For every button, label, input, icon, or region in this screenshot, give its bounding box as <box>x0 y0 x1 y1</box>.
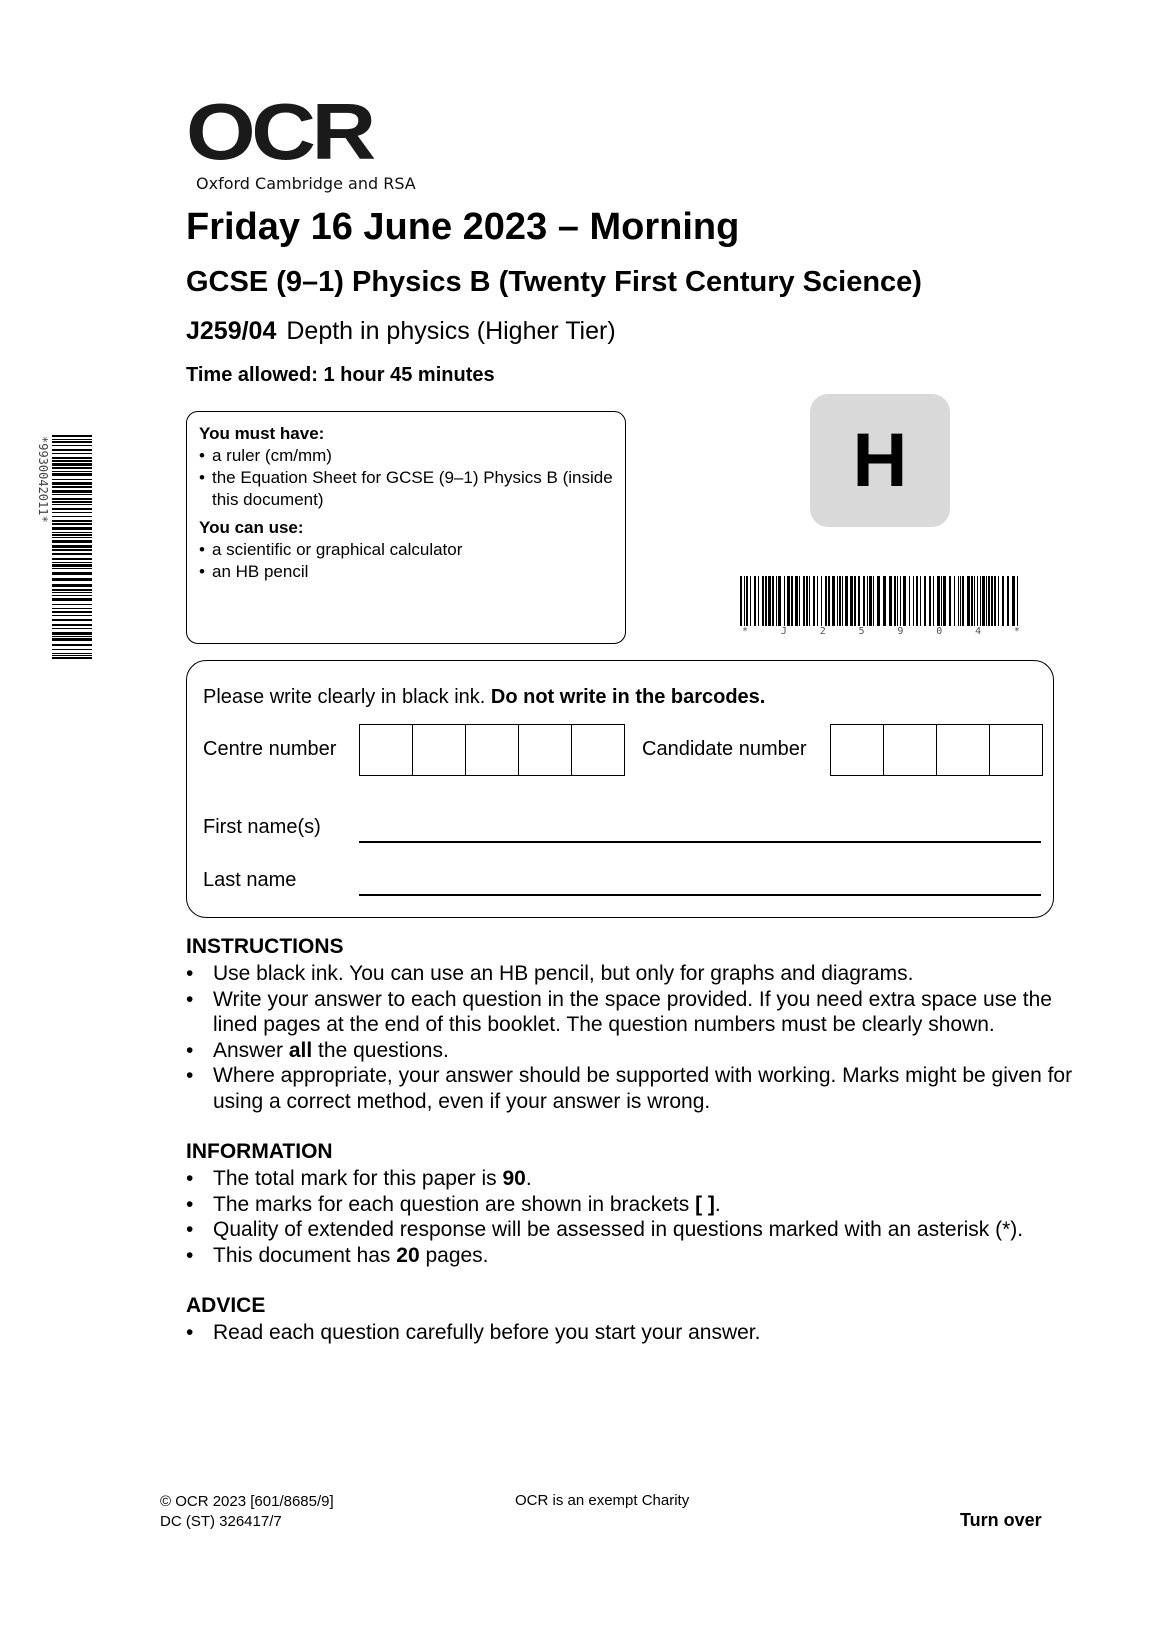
centre-number-label: Centre number <box>203 738 337 760</box>
barcode-bar <box>1002 576 1004 626</box>
barcode-bar <box>832 576 835 626</box>
barcode-bar <box>845 576 848 626</box>
barcode-bar <box>920 576 921 626</box>
barcode-bar <box>913 576 914 626</box>
candidate-details-box <box>186 660 1054 918</box>
barcode-bar <box>52 490 92 493</box>
barcode-bar <box>52 604 92 605</box>
centre-number-cell[interactable] <box>519 725 572 775</box>
barcode-bar <box>52 534 92 536</box>
barcode-bar <box>867 576 868 626</box>
list-item: • The total mark for this paper is 90. <box>186 1167 532 1190</box>
barcode-digit: 5 <box>858 626 865 637</box>
barcode-bar <box>863 576 865 626</box>
barcode-bar <box>903 576 906 626</box>
barcode-bar <box>988 576 990 626</box>
first-name-label: First name(s) <box>203 816 321 838</box>
barcode-bar <box>52 445 92 446</box>
barcode-bar <box>828 576 830 626</box>
barcode-bar <box>877 576 880 626</box>
paper-code: J259/04 <box>186 317 277 345</box>
can-use-item: • a scientific or graphical calculator <box>199 539 613 561</box>
barcode-bar <box>52 523 92 525</box>
list-item: • Write your answer to each question in the space provided. If you need extra space use the lined pages at the end of this booklet. The question numbers must be clearly shown. <box>186 987 1052 1036</box>
barcode-bar <box>52 615 92 616</box>
ocr-logo <box>186 87 426 193</box>
barcode-bar <box>52 619 92 621</box>
barcode-bar <box>52 624 92 626</box>
barcode-bar <box>958 576 959 626</box>
barcode-bar <box>778 576 781 626</box>
exam-date-title: Friday 16 June 2023 – Morning <box>186 206 740 248</box>
barcode-bar <box>52 460 92 462</box>
barcode-bar <box>52 558 92 560</box>
centre-number-cell[interactable] <box>360 725 413 775</box>
requirements-box <box>186 411 626 644</box>
barcode-bar <box>52 572 92 575</box>
candidate-number-field[interactable] <box>830 724 1043 776</box>
barcode-bar <box>52 453 92 454</box>
barcode-digit: J <box>780 626 787 637</box>
centre-number-cell[interactable] <box>413 725 466 775</box>
barcode-bar <box>754 576 756 626</box>
barcode-bar <box>52 537 92 538</box>
barcode-bar <box>883 576 886 626</box>
barcode-bar <box>52 653 92 654</box>
time-allowed: Time allowed: 1 hour 45 minutes <box>186 364 495 386</box>
barcode-bar <box>52 494 92 495</box>
logo-subtitle: Oxford Cambridge and RSA <box>196 174 416 193</box>
barcode-bar <box>52 598 92 601</box>
barcode-bar <box>1012 576 1015 626</box>
list-item: • The marks for each question are shown in brackets [ ]. <box>186 1192 721 1216</box>
barcode-bar <box>933 576 934 626</box>
barcode-bar <box>765 576 767 626</box>
candidate-intro <box>203 686 765 709</box>
candidate-number-cell[interactable] <box>990 725 1043 775</box>
intro-bold: Do not write in the barcodes. <box>490 686 766 708</box>
barcode-bar <box>791 576 793 626</box>
candidate-number-cell[interactable] <box>884 725 937 775</box>
barcode-bar <box>873 576 874 626</box>
barcode-bar <box>52 498 92 500</box>
barcode-bar <box>52 508 92 510</box>
advice-heading: ADVICE <box>186 1294 266 1317</box>
barcode-digit: 0 <box>936 626 943 637</box>
barcode-digit: 2 <box>819 626 826 637</box>
intro-plain: Please write clearly in black ink. <box>203 686 491 708</box>
can-use-heading: You can use: <box>199 518 304 537</box>
barcode-bar <box>52 644 92 646</box>
barcode-bar <box>854 576 856 626</box>
barcode-bar <box>937 576 940 626</box>
barcode-bar <box>971 576 973 626</box>
barcode-bar <box>52 479 92 480</box>
barcode-bar <box>52 553 92 555</box>
barcode-bar <box>960 576 961 626</box>
barcode-bar <box>52 471 92 472</box>
barcode-bar <box>954 576 955 626</box>
barcode-bar <box>949 576 951 626</box>
barcode-bar <box>994 576 996 626</box>
barcode-bar <box>52 486 92 488</box>
list-item: • Quality of extended response will be assessed in questions marked with an asterisk (*). <box>186 1218 1024 1241</box>
barcode-bar <box>52 482 92 485</box>
barcode-bar <box>869 576 872 626</box>
barcode-bar <box>740 576 742 626</box>
barcode-bar <box>858 576 860 626</box>
barcode-digit: * <box>742 626 749 637</box>
barcode-bar <box>809 576 810 626</box>
barcode-bar <box>52 636 92 637</box>
barcode-digit: 4 <box>975 626 982 637</box>
must-have-item: • a ruler (cm/mm) <box>199 445 613 467</box>
barcode-bar <box>803 576 805 626</box>
barcode-bar <box>52 527 92 530</box>
barcode-bar <box>839 576 841 626</box>
instructions-heading: INSTRUCTIONS <box>186 935 344 958</box>
barcode-bar <box>52 504 92 505</box>
barcode-bar <box>768 576 771 626</box>
barcode-bar <box>941 576 942 626</box>
barcode-bar <box>52 516 92 517</box>
logo-mark: OCR <box>186 87 372 176</box>
barcode-bar <box>1017 576 1018 626</box>
barcode-bar <box>909 576 910 626</box>
barcode-bar <box>52 595 92 596</box>
barcode-bar <box>52 592 92 593</box>
barcode-bar <box>837 576 838 626</box>
last-name-line[interactable] <box>359 894 1041 896</box>
barcode-bar <box>799 576 800 626</box>
barcode-bar <box>916 576 918 626</box>
barcode-bar <box>924 576 926 626</box>
barcode-bar <box>52 611 92 613</box>
barcode-bar <box>889 576 892 626</box>
barcode-bar <box>52 463 92 466</box>
candidate-number-cell[interactable] <box>831 725 884 775</box>
barcode-bar <box>943 576 946 626</box>
barcode-bar <box>52 562 92 563</box>
can-use-item: • an HB pencil <box>199 561 613 583</box>
barcode-bar <box>52 545 92 548</box>
barcode-digit: 9 <box>897 626 904 637</box>
last-name-label: Last name <box>203 869 297 891</box>
barcode-bar <box>991 576 993 626</box>
barcode-digit: * <box>1013 626 1020 637</box>
barcode-bar <box>52 564 92 567</box>
list-item: • Read each question carefully before you start your answer. <box>186 1321 761 1344</box>
main-barcode-digits <box>742 626 1020 637</box>
barcode-bar <box>850 576 853 626</box>
tier-badge: H <box>810 394 950 527</box>
barcode-bar <box>746 576 748 626</box>
barcode-bar <box>52 512 92 513</box>
barcode-bar <box>982 576 985 626</box>
barcode-bar <box>967 576 970 626</box>
barcode-bar <box>758 576 759 626</box>
charity-text: OCR is an exempt Charity <box>515 1492 690 1509</box>
barcode-bar <box>52 632 92 635</box>
qualification-title: GCSE (9–1) Physics B (Twenty First Century Science) <box>186 266 922 298</box>
barcode-bar <box>52 520 92 522</box>
barcode-bar <box>750 576 751 626</box>
barcode-bar <box>894 576 896 626</box>
barcode-bar <box>52 467 92 469</box>
must-have-heading: You must have: <box>199 424 325 443</box>
must-have-item: • the Equation Sheet for GCSE (9–1) Physics B (inside this document) <box>199 467 613 511</box>
first-name-line[interactable] <box>359 841 1041 843</box>
barcode-bar <box>52 441 92 443</box>
barcode-bar <box>52 657 92 659</box>
barcode-bar <box>52 655 92 656</box>
instructions-list <box>186 961 1073 1114</box>
barcode-bar <box>821 576 822 626</box>
barcode-bar <box>806 576 808 626</box>
information-heading: INFORMATION <box>186 1140 333 1163</box>
barcode-bar <box>977 576 978 626</box>
barcode-bar <box>52 439 92 440</box>
barcode-bar <box>52 473 92 476</box>
document-code: DC (ST) 326417/7 <box>160 1513 282 1530</box>
barcode-bar <box>842 576 843 626</box>
barcode-bar <box>795 576 798 626</box>
list-item: • Use black ink. You can use an HB pencil, but only for graphs and diagrams. <box>186 962 914 985</box>
barcode-bar <box>52 449 92 451</box>
list-item: • This document has 20 pages. <box>186 1243 489 1267</box>
barcode-bar <box>52 501 92 503</box>
barcode-bar <box>897 576 898 626</box>
barcode-bar <box>787 576 790 626</box>
barcode-bar <box>52 457 92 459</box>
list-item: • Answer all the questions. <box>186 1038 449 1062</box>
copyright-text: © OCR 2023 [601/8685/9] <box>160 1493 334 1510</box>
barcode-bar <box>929 576 931 626</box>
barcode-bar <box>52 628 92 629</box>
barcode-bar <box>813 576 815 626</box>
barcode-bar <box>817 576 818 626</box>
centre-number-cell[interactable] <box>572 725 625 775</box>
barcode-bar <box>900 576 901 626</box>
side-barcode-digits: *9930042011* <box>36 436 50 523</box>
barcode-bar <box>52 568 92 569</box>
paper-line <box>186 317 616 346</box>
barcode-bar <box>776 576 777 626</box>
barcode-bar <box>52 589 92 591</box>
barcode-bar <box>52 638 92 641</box>
paper-name: Depth in physics (Higher Tier) <box>286 317 616 345</box>
turn-over-text: Turn over <box>960 1510 1042 1530</box>
barcode-bar <box>772 576 774 626</box>
centre-number-cell[interactable] <box>466 725 519 775</box>
barcode-bar <box>980 576 981 626</box>
barcode-bar <box>52 584 92 587</box>
barcode-bar <box>52 649 92 650</box>
barcode-bar <box>52 532 92 533</box>
barcode-bar <box>998 576 999 626</box>
centre-number-field[interactable] <box>359 724 625 776</box>
barcode-bar <box>825 576 827 626</box>
barcode-bar <box>52 608 92 609</box>
barcode-bar <box>1007 576 1009 626</box>
barcode-bar <box>974 576 975 626</box>
barcode-bar <box>784 576 785 626</box>
list-item: • Where appropriate, your answer should be supported with working. Marks might be given for using a correct method, even if your answer is wrong. <box>186 1064 1073 1113</box>
advice-list <box>186 1320 1073 1346</box>
information-list <box>186 1166 1073 1268</box>
barcode-bar <box>52 435 92 437</box>
barcode-bar <box>52 578 92 581</box>
barcode-bar <box>986 576 987 626</box>
candidate-number-label: Candidate number <box>642 738 807 760</box>
barcode-bar <box>52 549 92 551</box>
footer-left <box>160 1492 334 1532</box>
barcode-bar <box>52 540 92 543</box>
candidate-number-cell[interactable] <box>937 725 990 775</box>
barcode-bar <box>962 576 964 626</box>
barcode-bar <box>744 576 745 626</box>
barcode-bar <box>762 576 764 626</box>
